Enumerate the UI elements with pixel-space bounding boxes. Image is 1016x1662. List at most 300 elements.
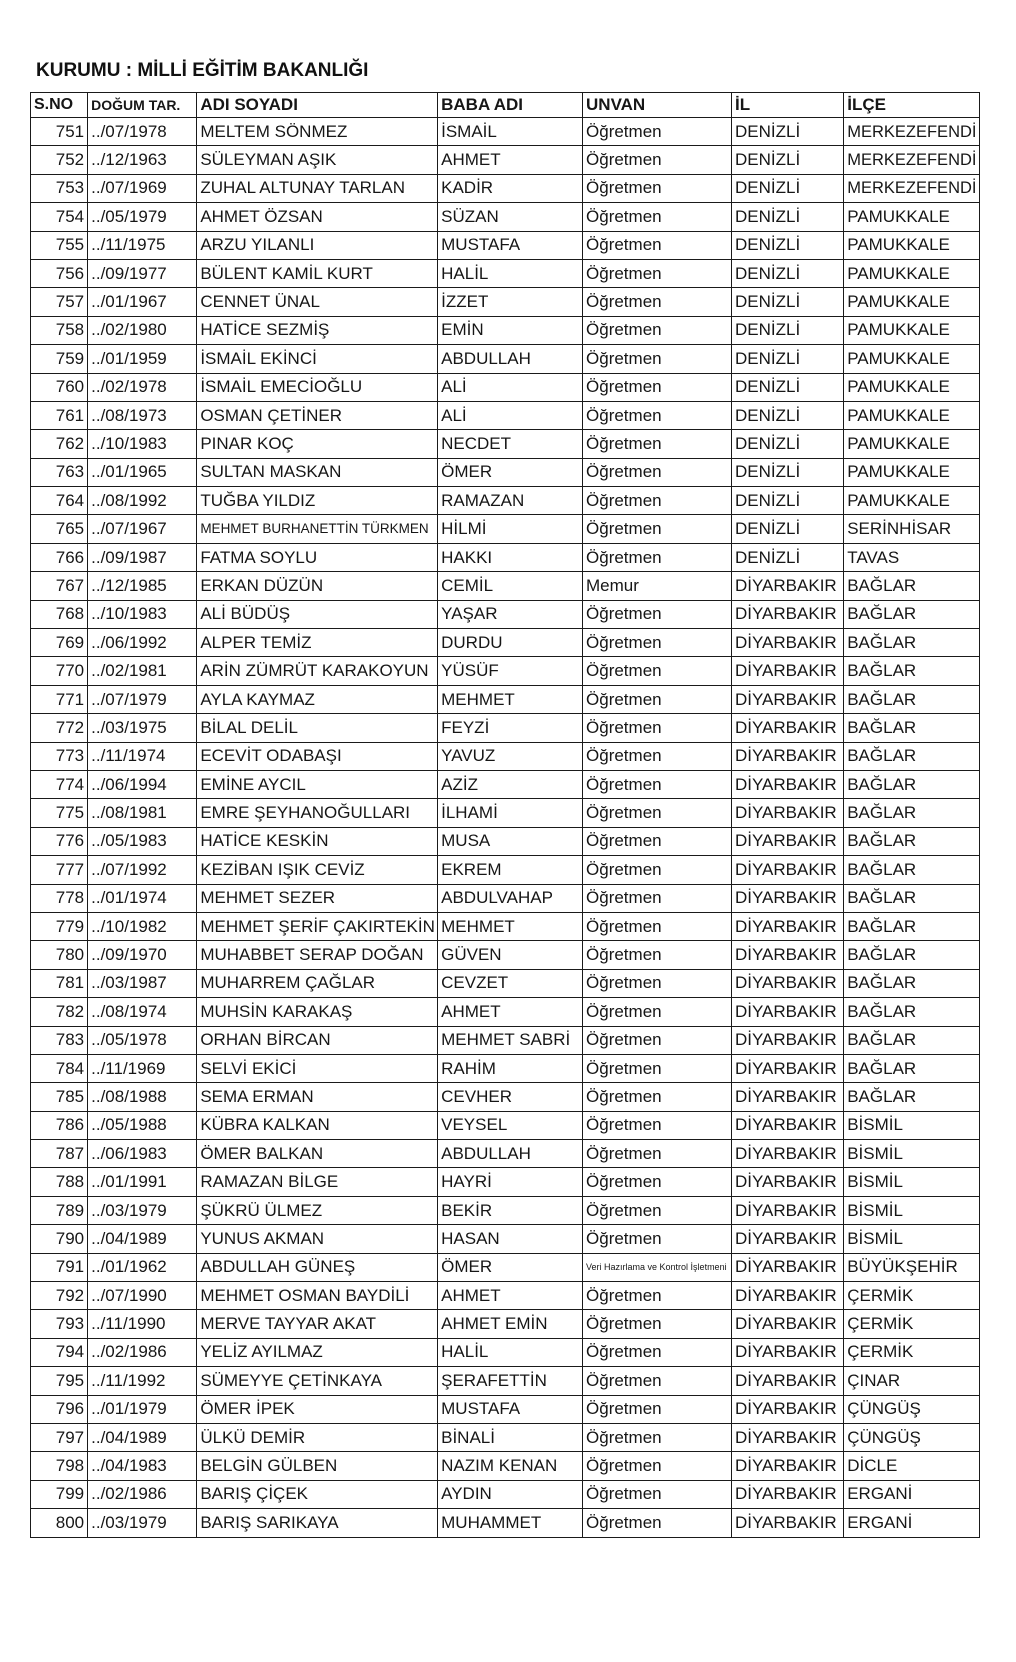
cell-father-name: GÜVEN bbox=[438, 941, 583, 969]
cell-sno: 768 bbox=[31, 600, 88, 628]
cell-title: Öğretmen bbox=[583, 401, 732, 429]
cell-father-name: İLHAMİ bbox=[438, 799, 583, 827]
cell-father-name: HASAN bbox=[438, 1225, 583, 1253]
column-header-sno: S.NO bbox=[31, 93, 88, 118]
cell-birth-date: ../09/1970 bbox=[88, 941, 197, 969]
cell-full-name: BİLAL DELİL bbox=[197, 714, 438, 742]
cell-province: DENİZLİ bbox=[731, 487, 843, 515]
cell-district: BÜYÜKŞEHİR bbox=[844, 1253, 980, 1281]
cell-district: PAMUKKALE bbox=[844, 203, 980, 231]
cell-sno: 790 bbox=[31, 1225, 88, 1253]
column-header-title: UNVAN bbox=[583, 93, 732, 118]
column-header-father-name: BABA ADI bbox=[438, 93, 583, 118]
cell-birth-date: ../10/1983 bbox=[88, 600, 197, 628]
cell-father-name: MUSTAFA bbox=[438, 231, 583, 259]
cell-district: BAĞLAR bbox=[844, 685, 980, 713]
cell-sno: 753 bbox=[31, 174, 88, 202]
cell-sno: 786 bbox=[31, 1111, 88, 1139]
cell-sno: 796 bbox=[31, 1395, 88, 1423]
cell-sno: 760 bbox=[31, 373, 88, 401]
cell-sno: 752 bbox=[31, 146, 88, 174]
cell-province: DİYARBAKIR bbox=[731, 770, 843, 798]
cell-province: DİYARBAKIR bbox=[731, 742, 843, 770]
cell-title: Öğretmen bbox=[583, 259, 732, 287]
cell-full-name: YUNUS AKMAN bbox=[197, 1225, 438, 1253]
cell-full-name: OSMAN ÇETİNER bbox=[197, 401, 438, 429]
cell-title: Öğretmen bbox=[583, 1026, 732, 1054]
cell-birth-date: ../05/1979 bbox=[88, 203, 197, 231]
cell-sno: 792 bbox=[31, 1282, 88, 1310]
cell-full-name: HATİCE SEZMİŞ bbox=[197, 316, 438, 344]
cell-title: Öğretmen bbox=[583, 770, 732, 798]
cell-province: DİYARBAKIR bbox=[731, 1480, 843, 1508]
cell-title: Öğretmen bbox=[583, 657, 732, 685]
table-row bbox=[31, 1253, 980, 1281]
cell-father-name: MEHMET bbox=[438, 685, 583, 713]
cell-province: DENİZLİ bbox=[731, 458, 843, 486]
cell-father-name: AYDIN bbox=[438, 1480, 583, 1508]
cell-province: DİYARBAKIR bbox=[731, 1168, 843, 1196]
cell-birth-date: ../01/1979 bbox=[88, 1395, 197, 1423]
cell-district: PAMUKKALE bbox=[844, 231, 980, 259]
cell-title: Memur bbox=[583, 572, 732, 600]
cell-father-name: BEKİR bbox=[438, 1196, 583, 1224]
cell-district: PAMUKKALE bbox=[844, 259, 980, 287]
cell-title: Öğretmen bbox=[583, 1338, 732, 1366]
cell-title: Öğretmen bbox=[583, 884, 732, 912]
table-row bbox=[31, 288, 980, 316]
cell-father-name: BİNALİ bbox=[438, 1423, 583, 1451]
cell-father-name: DURDU bbox=[438, 629, 583, 657]
cell-sno: 778 bbox=[31, 884, 88, 912]
cell-sno: 761 bbox=[31, 401, 88, 429]
cell-full-name: ZUHAL ALTUNAY TARLAN bbox=[197, 174, 438, 202]
cell-district: ÇERMİK bbox=[844, 1310, 980, 1338]
cell-father-name: CEMİL bbox=[438, 572, 583, 600]
cell-district: BAĞLAR bbox=[844, 998, 980, 1026]
cell-birth-date: ../08/1988 bbox=[88, 1083, 197, 1111]
cell-father-name: HİLMİ bbox=[438, 515, 583, 543]
cell-father-name: MEHMET SABRİ bbox=[438, 1026, 583, 1054]
cell-sno: 751 bbox=[31, 118, 88, 146]
cell-district: BAĞLAR bbox=[844, 941, 980, 969]
cell-title: Öğretmen bbox=[583, 629, 732, 657]
cell-birth-date: ../11/1992 bbox=[88, 1367, 197, 1395]
cell-birth-date: ../02/1986 bbox=[88, 1480, 197, 1508]
cell-birth-date: ../01/1974 bbox=[88, 884, 197, 912]
cell-district: PAMUKKALE bbox=[844, 316, 980, 344]
cell-district: ERGANİ bbox=[844, 1480, 980, 1508]
table-row bbox=[31, 118, 980, 146]
table-row bbox=[31, 941, 980, 969]
cell-father-name: AZİZ bbox=[438, 770, 583, 798]
cell-title: Öğretmen bbox=[583, 1083, 732, 1111]
table-row bbox=[31, 1310, 980, 1338]
cell-father-name: ABDULLAH bbox=[438, 1140, 583, 1168]
cell-birth-date: ../07/1967 bbox=[88, 515, 197, 543]
cell-province: DENİZLİ bbox=[731, 430, 843, 458]
cell-district: BİSMİL bbox=[844, 1225, 980, 1253]
cell-province: DİYARBAKIR bbox=[731, 1395, 843, 1423]
cell-district: BAĞLAR bbox=[844, 884, 980, 912]
cell-birth-date: ../10/1982 bbox=[88, 912, 197, 940]
cell-province: DİYARBAKIR bbox=[731, 714, 843, 742]
cell-sno: 758 bbox=[31, 316, 88, 344]
cell-father-name: İZZET bbox=[438, 288, 583, 316]
cell-title: Öğretmen bbox=[583, 487, 732, 515]
cell-title: Veri Hazırlama ve Kontrol İşletmeni bbox=[583, 1253, 732, 1281]
cell-full-name: EMRE ŞEYHANOĞULLARI bbox=[197, 799, 438, 827]
cell-father-name: RAHİM bbox=[438, 1054, 583, 1082]
table-row bbox=[31, 1083, 980, 1111]
cell-district: BİSMİL bbox=[844, 1111, 980, 1139]
cell-title: Öğretmen bbox=[583, 203, 732, 231]
cell-birth-date: ../03/1979 bbox=[88, 1509, 197, 1537]
cell-district: MERKEZEFENDİ bbox=[844, 118, 980, 146]
cell-sno: 770 bbox=[31, 657, 88, 685]
cell-full-name: AHMET ÖZSAN bbox=[197, 203, 438, 231]
table-row bbox=[31, 543, 980, 571]
cell-full-name: ALPER TEMİZ bbox=[197, 629, 438, 657]
cell-title: Öğretmen bbox=[583, 316, 732, 344]
column-header-district: İLÇE bbox=[844, 93, 980, 118]
cell-sno: 794 bbox=[31, 1338, 88, 1366]
cell-father-name: ŞERAFETTİN bbox=[438, 1367, 583, 1395]
cell-sno: 800 bbox=[31, 1509, 88, 1537]
cell-sno: 765 bbox=[31, 515, 88, 543]
table-row bbox=[31, 259, 980, 287]
cell-birth-date: ../05/1988 bbox=[88, 1111, 197, 1139]
table-row bbox=[31, 1054, 980, 1082]
cell-sno: 762 bbox=[31, 430, 88, 458]
cell-full-name: MEHMET BURHANETTİN TÜRKMEN bbox=[197, 515, 438, 543]
cell-full-name: TUĞBA YILDIZ bbox=[197, 487, 438, 515]
cell-father-name: YAŞAR bbox=[438, 600, 583, 628]
table-row bbox=[31, 458, 980, 486]
cell-father-name: MUSTAFA bbox=[438, 1395, 583, 1423]
cell-father-name: AHMET EMİN bbox=[438, 1310, 583, 1338]
cell-father-name: VEYSEL bbox=[438, 1111, 583, 1139]
cell-full-name: MUHSİN KARAKAŞ bbox=[197, 998, 438, 1026]
cell-title: Öğretmen bbox=[583, 685, 732, 713]
cell-district: BAĞLAR bbox=[844, 714, 980, 742]
cell-birth-date: ../08/1973 bbox=[88, 401, 197, 429]
cell-full-name: ALİ BÜDÜŞ bbox=[197, 600, 438, 628]
cell-full-name: EMİNE AYCIL bbox=[197, 770, 438, 798]
cell-province: DENİZLİ bbox=[731, 515, 843, 543]
table-row bbox=[31, 827, 980, 855]
cell-title: Öğretmen bbox=[583, 827, 732, 855]
cell-birth-date: ../01/1991 bbox=[88, 1168, 197, 1196]
cell-title: Öğretmen bbox=[583, 174, 732, 202]
cell-birth-date: ../11/1974 bbox=[88, 742, 197, 770]
cell-birth-date: ../07/1969 bbox=[88, 174, 197, 202]
cell-district: PAMUKKALE bbox=[844, 373, 980, 401]
cell-father-name: ÖMER bbox=[438, 1253, 583, 1281]
cell-sno: 789 bbox=[31, 1196, 88, 1224]
cell-province: DİYARBAKIR bbox=[731, 1338, 843, 1366]
cell-birth-date: ../02/1981 bbox=[88, 657, 197, 685]
cell-province: DİYARBAKIR bbox=[731, 941, 843, 969]
cell-province: DİYARBAKIR bbox=[731, 600, 843, 628]
cell-full-name: BELGİN GÜLBEN bbox=[197, 1452, 438, 1480]
cell-full-name: BARIŞ ÇİÇEK bbox=[197, 1480, 438, 1508]
cell-province: DİYARBAKIR bbox=[731, 1452, 843, 1480]
cell-title: Öğretmen bbox=[583, 231, 732, 259]
cell-province: DİYARBAKIR bbox=[731, 1509, 843, 1537]
table-row bbox=[31, 1168, 980, 1196]
cell-district: PAMUKKALE bbox=[844, 401, 980, 429]
cell-father-name: ÖMER bbox=[438, 458, 583, 486]
cell-district: SERİNHİSAR bbox=[844, 515, 980, 543]
cell-birth-date: ../04/1983 bbox=[88, 1452, 197, 1480]
cell-title: Öğretmen bbox=[583, 1509, 732, 1537]
cell-full-name: ERKAN DÜZÜN bbox=[197, 572, 438, 600]
table-row bbox=[31, 345, 980, 373]
cell-title: Öğretmen bbox=[583, 856, 732, 884]
cell-birth-date: ../11/1990 bbox=[88, 1310, 197, 1338]
cell-sno: 797 bbox=[31, 1423, 88, 1451]
document-title: KURUMU : MİLLİ EĞİTİM BAKANLIĞI bbox=[36, 60, 369, 81]
cell-birth-date: ../08/1974 bbox=[88, 998, 197, 1026]
table-body bbox=[31, 118, 980, 1538]
cell-province: DİYARBAKIR bbox=[731, 969, 843, 997]
cell-title: Öğretmen bbox=[583, 1423, 732, 1451]
cell-province: DENİZLİ bbox=[731, 345, 843, 373]
cell-birth-date: ../02/1980 bbox=[88, 316, 197, 344]
cell-title: Öğretmen bbox=[583, 1225, 732, 1253]
cell-district: BAĞLAR bbox=[844, 827, 980, 855]
column-header-full-name: ADI SOYADI bbox=[197, 93, 438, 118]
cell-district: PAMUKKALE bbox=[844, 487, 980, 515]
cell-sno: 795 bbox=[31, 1367, 88, 1395]
cell-birth-date: ../07/1978 bbox=[88, 118, 197, 146]
cell-title: Öğretmen bbox=[583, 430, 732, 458]
cell-title: Öğretmen bbox=[583, 600, 732, 628]
cell-birth-date: ../06/1994 bbox=[88, 770, 197, 798]
cell-province: DİYARBAKIR bbox=[731, 1310, 843, 1338]
cell-sno: 755 bbox=[31, 231, 88, 259]
cell-full-name: ŞÜKRÜ ÜLMEZ bbox=[197, 1196, 438, 1224]
cell-full-name: FATMA SOYLU bbox=[197, 543, 438, 571]
table-row bbox=[31, 174, 980, 202]
cell-sno: 771 bbox=[31, 685, 88, 713]
cell-sno: 783 bbox=[31, 1026, 88, 1054]
cell-full-name: MEHMET SEZER bbox=[197, 884, 438, 912]
cell-district: BAĞLAR bbox=[844, 600, 980, 628]
table-row bbox=[31, 572, 980, 600]
cell-father-name: YÜSÜF bbox=[438, 657, 583, 685]
cell-father-name: ALİ bbox=[438, 401, 583, 429]
cell-sno: 757 bbox=[31, 288, 88, 316]
table-row bbox=[31, 515, 980, 543]
cell-father-name: NAZIM KENAN bbox=[438, 1452, 583, 1480]
cell-province: DİYARBAKIR bbox=[731, 1225, 843, 1253]
cell-full-name: ARZU YILANLI bbox=[197, 231, 438, 259]
cell-father-name: AHMET bbox=[438, 146, 583, 174]
cell-province: DİYARBAKIR bbox=[731, 912, 843, 940]
table-row bbox=[31, 1282, 980, 1310]
cell-province: DENİZLİ bbox=[731, 174, 843, 202]
table-row bbox=[31, 203, 980, 231]
cell-sno: 779 bbox=[31, 912, 88, 940]
cell-father-name: FEYZİ bbox=[438, 714, 583, 742]
cell-birth-date: ../05/1978 bbox=[88, 1026, 197, 1054]
cell-father-name: İSMAİL bbox=[438, 118, 583, 146]
cell-province: DİYARBAKIR bbox=[731, 1111, 843, 1139]
table-row bbox=[31, 1423, 980, 1451]
cell-district: ÇERMİK bbox=[844, 1338, 980, 1366]
cell-father-name: SÜZAN bbox=[438, 203, 583, 231]
cell-birth-date: ../02/1986 bbox=[88, 1338, 197, 1366]
cell-province: DİYARBAKIR bbox=[731, 1054, 843, 1082]
cell-birth-date: ../08/1992 bbox=[88, 487, 197, 515]
cell-title: Öğretmen bbox=[583, 969, 732, 997]
table-row bbox=[31, 1509, 980, 1537]
cell-birth-date: ../04/1989 bbox=[88, 1423, 197, 1451]
cell-province: DİYARBAKIR bbox=[731, 1196, 843, 1224]
table-row bbox=[31, 969, 980, 997]
table-row bbox=[31, 1026, 980, 1054]
cell-birth-date: ../01/1959 bbox=[88, 345, 197, 373]
cell-title: Öğretmen bbox=[583, 1452, 732, 1480]
cell-district: BAĞLAR bbox=[844, 657, 980, 685]
cell-title: Öğretmen bbox=[583, 998, 732, 1026]
cell-father-name: CEVZET bbox=[438, 969, 583, 997]
cell-province: DENİZLİ bbox=[731, 231, 843, 259]
cell-father-name: YAVUZ bbox=[438, 742, 583, 770]
cell-province: DENİZLİ bbox=[731, 288, 843, 316]
table-row bbox=[31, 231, 980, 259]
cell-sno: 777 bbox=[31, 856, 88, 884]
table-row bbox=[31, 884, 980, 912]
cell-father-name: HALİL bbox=[438, 1338, 583, 1366]
cell-district: ERGANİ bbox=[844, 1509, 980, 1537]
cell-full-name: MEHMET ŞERİF ÇAKIRTEKİN bbox=[197, 912, 438, 940]
cell-sno: 756 bbox=[31, 259, 88, 287]
cell-birth-date: ../12/1985 bbox=[88, 572, 197, 600]
cell-sno: 781 bbox=[31, 969, 88, 997]
cell-full-name: KEZİBAN IŞIK CEVİZ bbox=[197, 856, 438, 884]
cell-birth-date: ../01/1965 bbox=[88, 458, 197, 486]
cell-full-name: İSMAİL EKİNCİ bbox=[197, 345, 438, 373]
cell-province: DENİZLİ bbox=[731, 203, 843, 231]
cell-title: Öğretmen bbox=[583, 1111, 732, 1139]
cell-full-name: SEMA ERMAN bbox=[197, 1083, 438, 1111]
table-row bbox=[31, 799, 980, 827]
cell-birth-date: ../06/1983 bbox=[88, 1140, 197, 1168]
cell-full-name: MUHABBET SERAP DOĞAN bbox=[197, 941, 438, 969]
cell-province: DİYARBAKIR bbox=[731, 1083, 843, 1111]
cell-district: ÇÜNGÜŞ bbox=[844, 1395, 980, 1423]
cell-province: DENİZLİ bbox=[731, 401, 843, 429]
cell-birth-date: ../03/1979 bbox=[88, 1196, 197, 1224]
cell-province: DİYARBAKIR bbox=[731, 827, 843, 855]
cell-title: Öğretmen bbox=[583, 1367, 732, 1395]
cell-full-name: ÖMER BALKAN bbox=[197, 1140, 438, 1168]
cell-title: Öğretmen bbox=[583, 543, 732, 571]
cell-province: DİYARBAKIR bbox=[731, 1367, 843, 1395]
cell-title: Öğretmen bbox=[583, 1282, 732, 1310]
cell-father-name: MEHMET bbox=[438, 912, 583, 940]
cell-district: BAĞLAR bbox=[844, 629, 980, 657]
cell-district: TAVAS bbox=[844, 543, 980, 571]
cell-father-name: AHMET bbox=[438, 998, 583, 1026]
cell-father-name: AHMET bbox=[438, 1282, 583, 1310]
cell-birth-date: ../09/1977 bbox=[88, 259, 197, 287]
cell-province: DİYARBAKIR bbox=[731, 1423, 843, 1451]
cell-full-name: BARIŞ SARIKAYA bbox=[197, 1509, 438, 1537]
cell-father-name: KADİR bbox=[438, 174, 583, 202]
cell-full-name: ARİN ZÜMRÜT KARAKOYUN bbox=[197, 657, 438, 685]
cell-birth-date: ../09/1987 bbox=[88, 543, 197, 571]
cell-title: Öğretmen bbox=[583, 1310, 732, 1338]
cell-birth-date: ../12/1963 bbox=[88, 146, 197, 174]
cell-title: Öğretmen bbox=[583, 1395, 732, 1423]
table-row bbox=[31, 714, 980, 742]
cell-title: Öğretmen bbox=[583, 288, 732, 316]
table-row bbox=[31, 629, 980, 657]
table-row bbox=[31, 742, 980, 770]
cell-sno: 763 bbox=[31, 458, 88, 486]
cell-sno: 787 bbox=[31, 1140, 88, 1168]
cell-full-name: MUHARREM ÇAĞLAR bbox=[197, 969, 438, 997]
table-row bbox=[31, 1196, 980, 1224]
cell-sno: 769 bbox=[31, 629, 88, 657]
table-row bbox=[31, 998, 980, 1026]
cell-father-name: MUSA bbox=[438, 827, 583, 855]
cell-title: Öğretmen bbox=[583, 941, 732, 969]
table-row bbox=[31, 146, 980, 174]
cell-father-name: RAMAZAN bbox=[438, 487, 583, 515]
cell-province: DİYARBAKIR bbox=[731, 1253, 843, 1281]
cell-sno: 759 bbox=[31, 345, 88, 373]
cell-district: PAMUKKALE bbox=[844, 430, 980, 458]
cell-district: BİSMİL bbox=[844, 1140, 980, 1168]
cell-province: DENİZLİ bbox=[731, 316, 843, 344]
cell-full-name: AYLA KAYMAZ bbox=[197, 685, 438, 713]
cell-sno: 775 bbox=[31, 799, 88, 827]
cell-birth-date: ../10/1983 bbox=[88, 430, 197, 458]
cell-birth-date: ../11/1969 bbox=[88, 1054, 197, 1082]
cell-father-name: CEVHER bbox=[438, 1083, 583, 1111]
cell-district: DİCLE bbox=[844, 1452, 980, 1480]
cell-title: Öğretmen bbox=[583, 714, 732, 742]
cell-province: DİYARBAKIR bbox=[731, 884, 843, 912]
cell-sno: 766 bbox=[31, 543, 88, 571]
cell-sno: 784 bbox=[31, 1054, 88, 1082]
cell-birth-date: ../11/1975 bbox=[88, 231, 197, 259]
cell-province: DİYARBAKIR bbox=[731, 572, 843, 600]
table-row bbox=[31, 1225, 980, 1253]
cell-full-name: YELİZ AYILMAZ bbox=[197, 1338, 438, 1366]
cell-sno: 799 bbox=[31, 1480, 88, 1508]
cell-district: PAMUKKALE bbox=[844, 458, 980, 486]
table-row bbox=[31, 1452, 980, 1480]
cell-full-name: ORHAN BİRCAN bbox=[197, 1026, 438, 1054]
cell-district: BİSMİL bbox=[844, 1168, 980, 1196]
cell-province: DİYARBAKIR bbox=[731, 629, 843, 657]
cell-sno: 764 bbox=[31, 487, 88, 515]
cell-father-name: ABDULLAH bbox=[438, 345, 583, 373]
cell-district: BAĞLAR bbox=[844, 969, 980, 997]
cell-full-name: HATİCE KESKİN bbox=[197, 827, 438, 855]
cell-birth-date: ../04/1989 bbox=[88, 1225, 197, 1253]
cell-father-name: HAYRİ bbox=[438, 1168, 583, 1196]
table-header-row bbox=[31, 93, 980, 118]
cell-title: Öğretmen bbox=[583, 373, 732, 401]
column-header-province: İL bbox=[731, 93, 843, 118]
